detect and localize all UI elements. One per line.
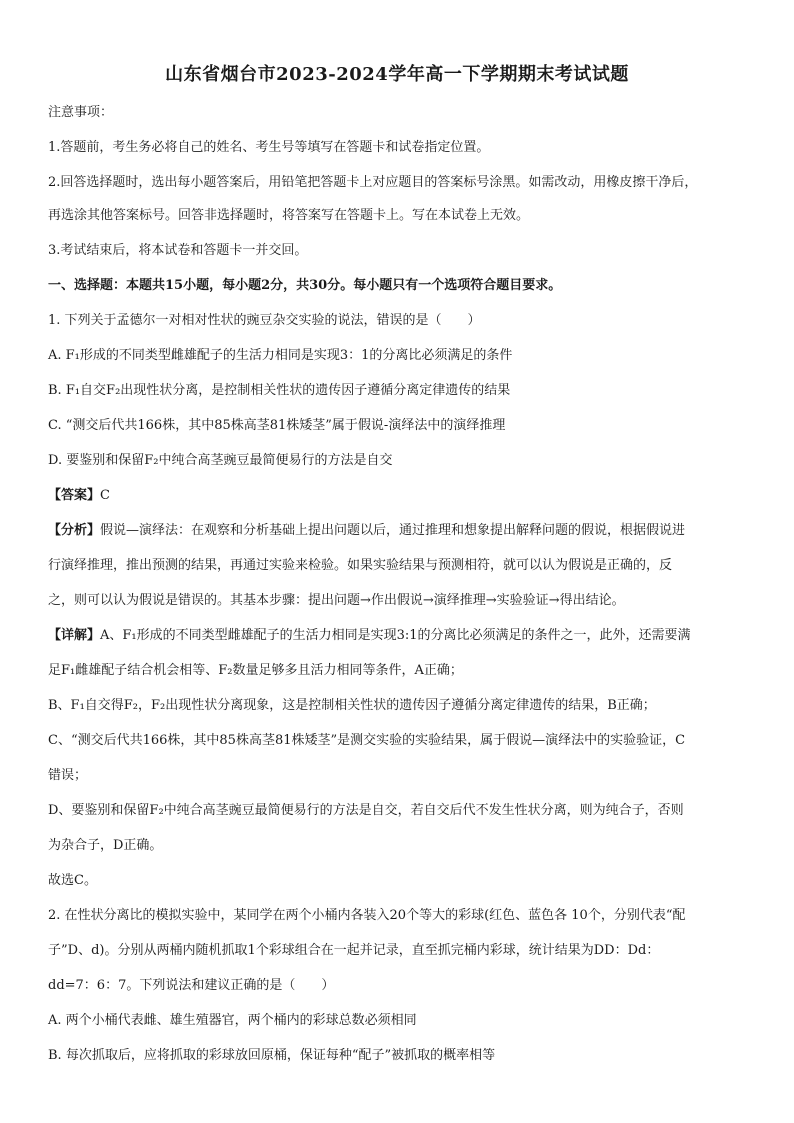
notice-item: 1.答题前，考生务必将自己的姓名、考生号等填写在答题卡和试卷指定位置。 (48, 140, 490, 155)
answer-line (48, 486, 748, 506)
page-title: 山东省烟台市2023-2024学年高一下学期期末考试试题 (165, 64, 629, 85)
detail-label: 【详解】 (48, 628, 101, 643)
option-c: C. “测交后代共166株，其中85株高茎81株矮茎”属于假说-演绎法中的演绎推理 (48, 418, 506, 433)
answer-value: C (100, 488, 110, 503)
detail-text: B、F₁自交得F₂，F₂出现性状分离现象，这是控制相关性状的遗传因子遵循分离定律遗传的结果，B正确； (48, 698, 656, 713)
analysis-label: 【分析】 (48, 523, 101, 538)
notice-item: 3.考试结束后，将本试卷和答题卡一并交回。 (48, 243, 308, 258)
analysis-text: 之，则可以认为假说是错误的。其基本步骤：提出问题→作出假说→演绎推理→实验验证→得出结论。 (48, 593, 625, 608)
option-a: A. F₁形成的不同类型雌雄配子的生活力相同是实现3：1的分离比必须满足的条件 (48, 348, 513, 363)
detail-text: D、要鉴别和保留F₂中纯合高茎豌豆最简便易行的方法是自交，若自交后代不发生性状分离，则为纯合子，否则 (48, 803, 684, 818)
analysis-line (48, 521, 748, 541)
detail-text: 为杂合子，D正确。 (48, 838, 163, 853)
conclusion: 故选C。 (48, 873, 97, 888)
question-stem: 子”D、d)。分别从两桶内随机抓取1个彩球组合在一起并记录，直至抓完桶内彩球，统计结果为DD：Dd： (48, 943, 660, 958)
notice-item: 2.回答选择题时，选出每小题答案后，用铅笔把答题卡上对应题目的答案标号涂黑。如需改动，用橡皮擦干净后， (48, 175, 698, 190)
analysis-text: 行演绎推理，推出预测的结果，再通过实验来检验。如果实验结果与预测相符，就可以认为假说是正确的，反 (48, 558, 673, 573)
option-b: B. 每次抓取后，应将抓取的彩球放回原桶，保证每种“配子”被抓取的概率相等 (48, 1048, 496, 1063)
notice-item: 再选涂其他答案标号。回答非选择题时，将答案写在答题卡上。写在本试卷上无效。 (48, 208, 530, 223)
section-heading: 一、选择题：本题共15小题，每小题2分，共30分。每小题只有一个选项符合题目要求。 (48, 278, 562, 293)
question-stem: dd=7：6：7。下列说法和建议正确的是（ ） (48, 978, 335, 993)
question-stem: 1. 下列关于孟德尔一对相对性状的豌豆杂交实验的说法，错误的是（ ） (48, 313, 481, 328)
detail-text: 错误； (48, 768, 88, 783)
question-stem: 2. 在性状分离比的模拟实验中，某同学在两个小桶内各装入20个等大的彩球(红色、蓝色各 10个，分别代表“配 (48, 908, 686, 923)
detail-text: 足F₁雌雄配子结合机会相等、F₂数量足够多且活力相同等条件，A正确； (48, 663, 463, 678)
detail-text: C、“测交后代共166株，其中85株高茎81株矮茎”是测交实验的实验结果，属于假说—演绎法中的实验验证，C (48, 733, 686, 748)
option-d: D. 要鉴别和保留F₂中纯合高茎豌豆最简便易行的方法是自交 (48, 453, 393, 468)
answer-label: 【答案】 (48, 488, 101, 503)
detail-text: A、F₁形成的不同类型雌雄配子的生活力相同是实现3:1的分离比必须满足的条件之一，此外，还需要满 (100, 628, 691, 643)
detail-line (48, 626, 748, 646)
option-a: A. 两个小桶代表雌、雄生殖器官，两个桶内的彩球总数必须相同 (48, 1013, 417, 1028)
analysis-text: 假说—演绎法：在观察和分析基础上提出问题以后，通过推理和想象提出解释问题的假说，根据假说进 (100, 523, 686, 538)
notice-heading: 注意事项： (48, 105, 114, 120)
option-b: B. F₁自交F₂出现性状分离，是控制相关性状的遗传因子遵循分离定律遗传的结果 (48, 383, 511, 398)
